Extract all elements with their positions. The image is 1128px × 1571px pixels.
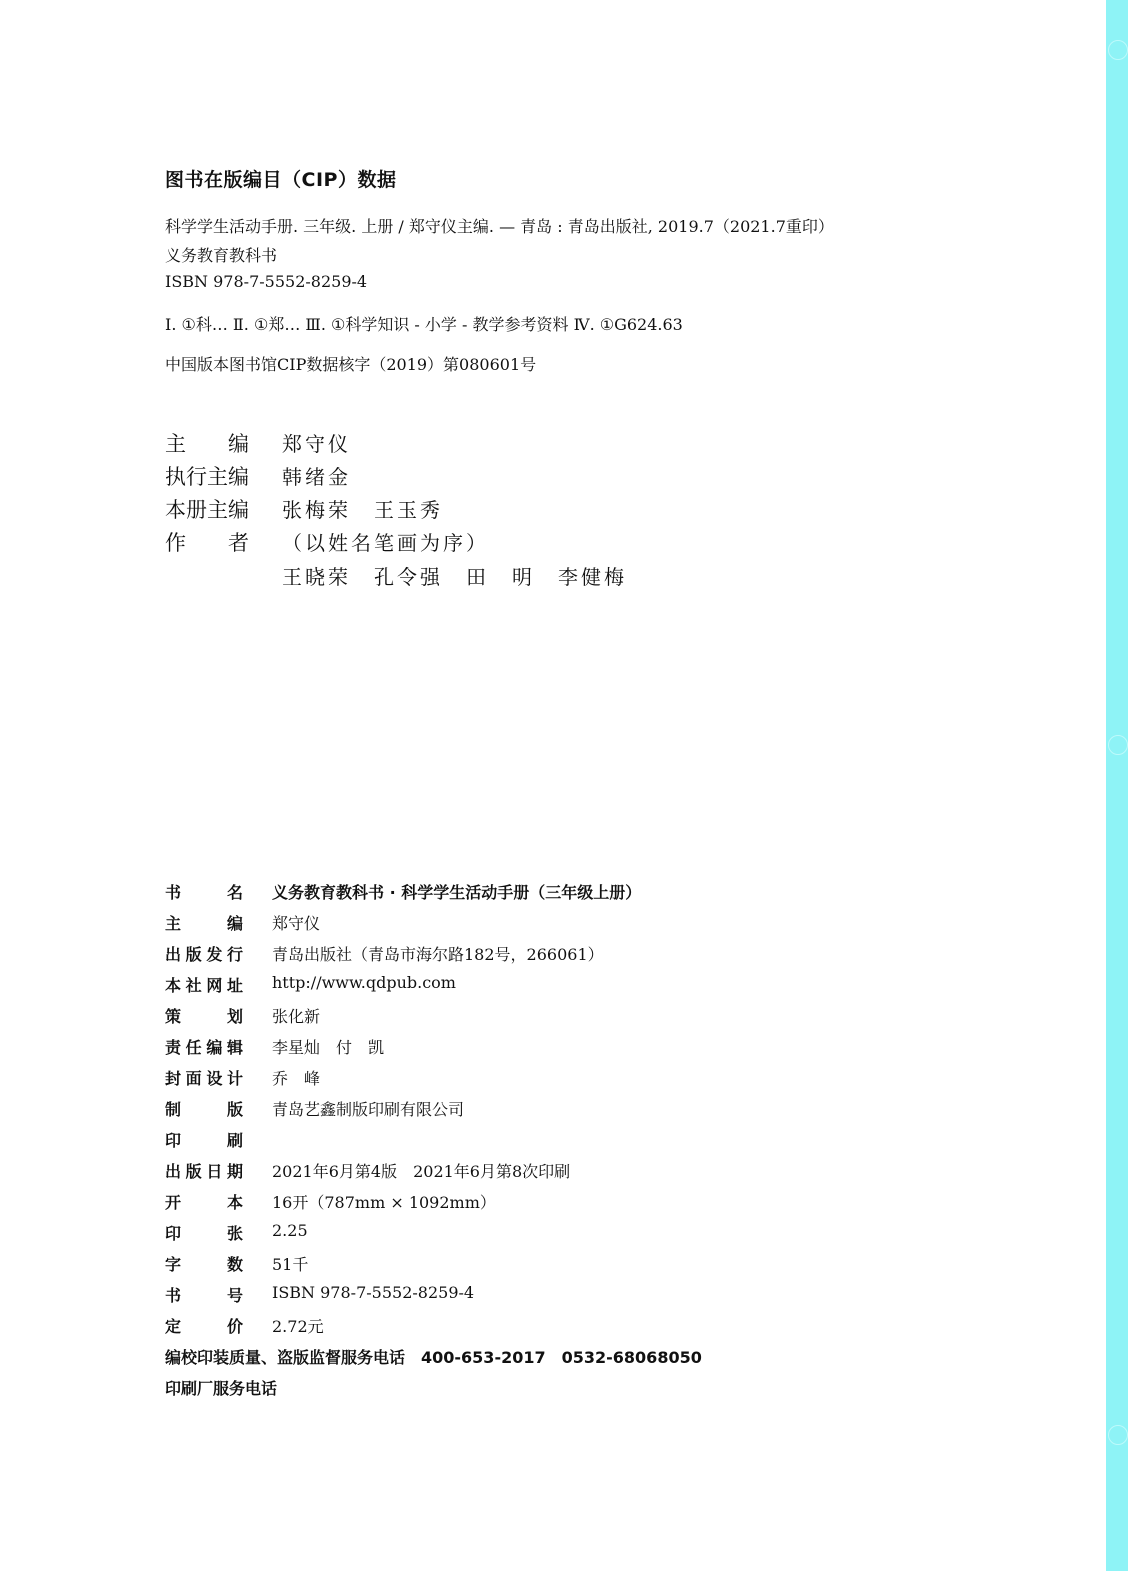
info-label-char: 计 — [226, 1069, 243, 1088]
info-label-char: 社 — [185, 976, 202, 995]
info-label-char: 址 — [226, 976, 243, 995]
info-label — [165, 1221, 243, 1244]
info-label-char: 本 — [226, 1193, 243, 1212]
cip-title: 图书在版编目（CIP）数据 — [165, 169, 397, 191]
cip-line: 中国版本图书馆CIP数据核字（2019）第080601号 — [165, 355, 537, 374]
info-label — [165, 1004, 243, 1027]
credit-label: 主 编 — [165, 432, 249, 456]
info-label-char: 书 — [165, 883, 182, 902]
info-label — [165, 1314, 243, 1337]
info-label-char: 编 — [226, 914, 243, 933]
info-label-char: 印 — [165, 1131, 182, 1150]
info-label-char: 行 — [226, 945, 243, 964]
info-label-char: 张 — [226, 1224, 243, 1243]
info-label-char: 划 — [226, 1007, 243, 1026]
info-value: 乔 峰 — [272, 1069, 321, 1088]
credit-value: 张梅荣 王玉秀 — [282, 498, 443, 522]
info-label-char: 版 — [226, 1100, 243, 1119]
info-label-char: 开 — [165, 1193, 182, 1212]
credit-label: 本册主编 — [165, 498, 249, 522]
info-value: 李星灿 付 凯 — [272, 1038, 385, 1057]
info-label — [165, 880, 243, 903]
info-label-char: 书 — [165, 1286, 182, 1305]
info-label-char: 任 — [185, 1038, 202, 1057]
info-label-char: 发 — [206, 945, 223, 964]
info-label-char: 本 — [165, 976, 182, 995]
info-value: 16开（787mm × 1092mm） — [272, 1193, 496, 1212]
cip-line: 义务教育教科书 — [165, 246, 278, 265]
strip-ornament — [1108, 40, 1128, 60]
cip-line: 科学学生活动手册. 三年级. 上册 / 郑守仪主编. — 青岛 : 青岛出版社, 2019.7（2021.7重印） — [165, 217, 834, 236]
info-label — [165, 1035, 243, 1058]
printer-hotline: 印刷厂服务电话 — [165, 1379, 278, 1398]
info-value[interactable]: http://www.qdpub.com — [272, 973, 456, 992]
credit-value: 郑守仪 — [282, 432, 351, 456]
info-label — [165, 1252, 243, 1275]
info-value: 张化新 — [272, 1007, 321, 1026]
page-edge-strip — [1106, 0, 1128, 1571]
info-label-char: 版 — [185, 1162, 202, 1181]
info-label — [165, 1128, 243, 1151]
strip-ornament — [1108, 735, 1128, 755]
info-label-char: 版 — [185, 945, 202, 964]
info-label-char: 号 — [226, 1286, 243, 1305]
info-label — [165, 1159, 243, 1182]
cip-line: Ⅰ. ①科… Ⅱ. ①郑… Ⅲ. ①科学知识 - 小学 - 教学参考资料 Ⅳ. ①G624.63 — [165, 315, 683, 334]
strip-ornament — [1108, 1425, 1128, 1445]
cip-line: ISBN 978-7-5552-8259-4 — [165, 272, 368, 291]
info-value: 51千 — [272, 1255, 309, 1274]
info-value: 青岛出版社（青岛市海尔路182号，266061） — [272, 945, 604, 964]
credit-label: 作 者 — [165, 531, 249, 555]
info-label-char: 封 — [165, 1069, 182, 1088]
info-label-char: 辑 — [226, 1038, 243, 1057]
info-label-char: 字 — [165, 1255, 182, 1274]
info-label-char: 面 — [185, 1069, 202, 1088]
credit-value: （以姓名笔画为序） — [282, 531, 489, 555]
info-label-char: 定 — [165, 1317, 182, 1336]
info-label-char: 期 — [226, 1162, 243, 1181]
info-value: ISBN 978-7-5552-8259-4 — [272, 1283, 475, 1302]
info-label-char: 名 — [226, 883, 243, 902]
info-label — [165, 1190, 243, 1213]
info-label — [165, 1066, 243, 1089]
info-label-char: 印 — [165, 1224, 182, 1243]
info-label-char: 策 — [165, 1007, 182, 1026]
info-label-char: 数 — [226, 1255, 243, 1274]
quality-hotline: 编校印装质量、盗版监督服务电话 400-653-2017 0532-68068050 — [165, 1348, 702, 1367]
info-label-char: 出 — [165, 945, 182, 964]
credit-label: 执行主编 — [165, 465, 249, 489]
info-label — [165, 911, 243, 934]
info-label-char: 责 — [165, 1038, 182, 1057]
info-value: 青岛艺鑫制版印刷有限公司 — [272, 1100, 465, 1119]
info-label-char: 设 — [206, 1069, 223, 1088]
info-label-char: 网 — [206, 976, 223, 995]
info-label-char: 编 — [206, 1038, 223, 1057]
info-label-char: 主 — [165, 914, 182, 933]
info-label-char: 出 — [165, 1162, 182, 1181]
info-value: 2.25 — [272, 1221, 308, 1240]
info-label-char: 价 — [226, 1317, 243, 1336]
info-label — [165, 942, 243, 965]
info-label-char: 日 — [206, 1162, 223, 1181]
info-label — [165, 1097, 243, 1120]
info-value: 2.72元 — [272, 1317, 324, 1336]
credit-value: 韩绪金 — [282, 465, 351, 489]
info-value: 2021年6月第4版 2021年6月第8次印刷 — [272, 1162, 571, 1181]
info-label — [165, 1283, 243, 1306]
info-label-char: 刷 — [226, 1131, 243, 1150]
credit-value: 王晓荣 孔令强 田 明 李健梅 — [282, 565, 627, 589]
info-label — [165, 973, 243, 996]
info-value: 义务教育教科书 · 科学学生活动手册（三年级上册） — [272, 883, 642, 902]
info-label-char: 制 — [165, 1100, 182, 1119]
info-value: 郑守仪 — [272, 914, 321, 933]
